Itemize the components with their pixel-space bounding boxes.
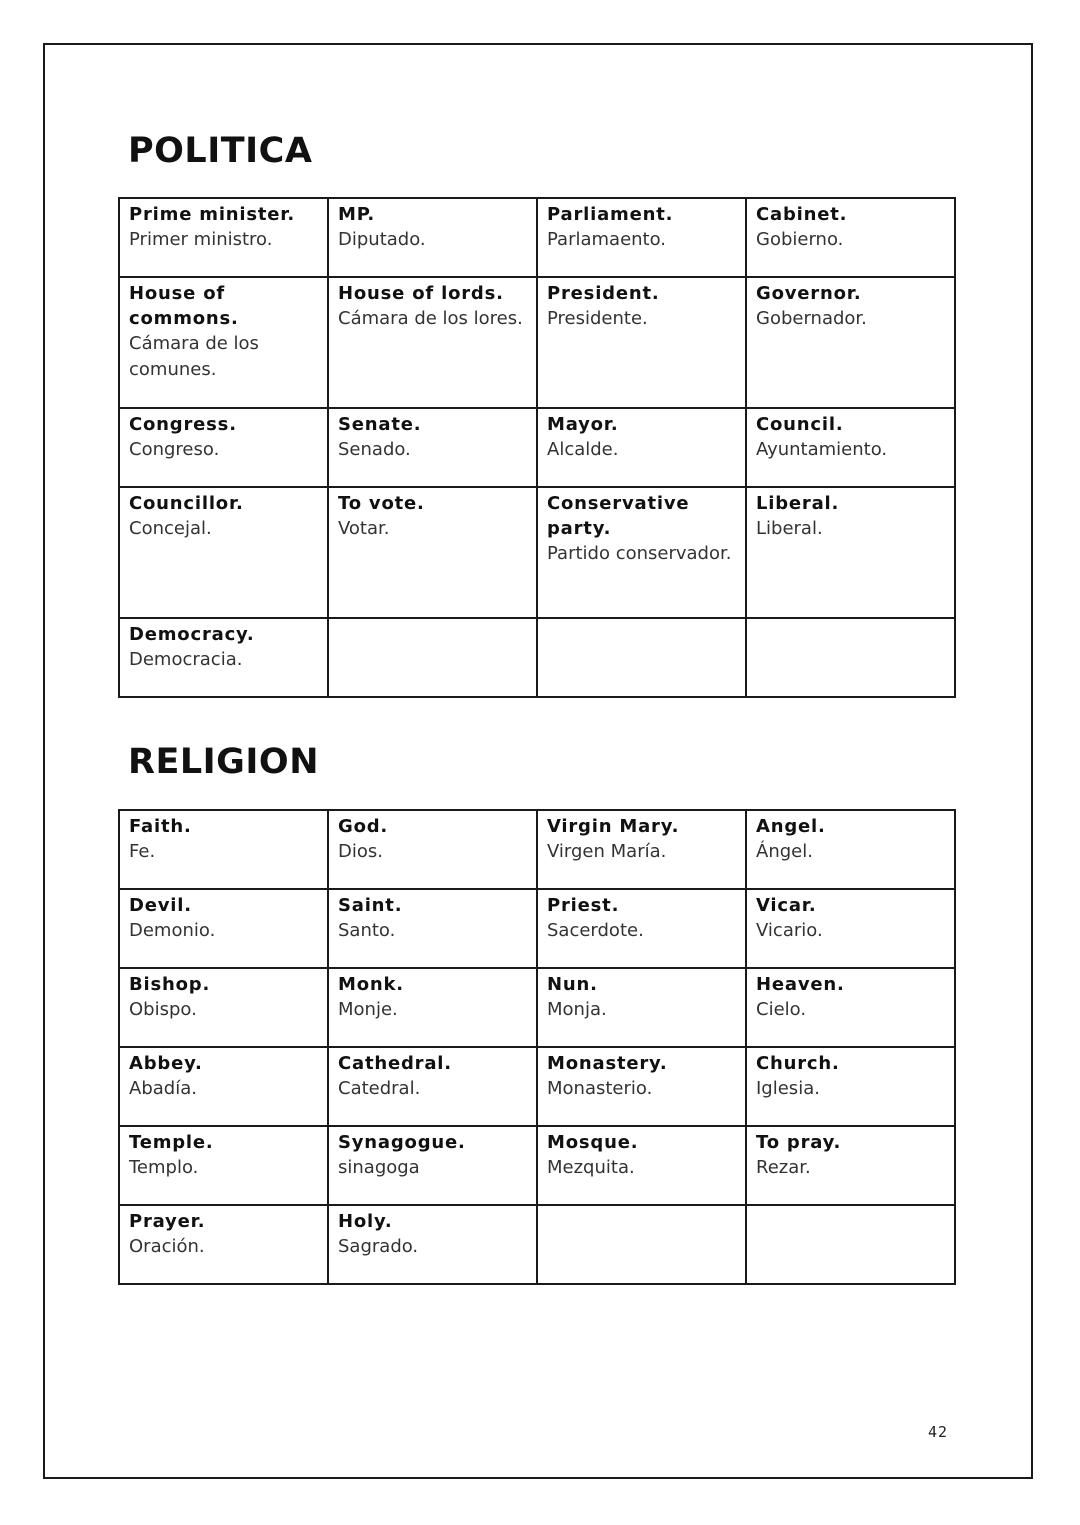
- vocab-translation: Monje.: [338, 999, 398, 1020]
- vocab-term: Faith.: [129, 816, 192, 837]
- vocab-cell: [537, 198, 746, 277]
- vocab-translation: Demonio.: [129, 920, 216, 941]
- vocab-cell: [119, 1126, 328, 1205]
- vocab-term: Saint.: [338, 895, 403, 916]
- vocab-term: Conservative party.: [547, 493, 690, 539]
- table-row: [119, 1047, 955, 1126]
- vocab-term: House of lords.: [338, 283, 504, 304]
- vocab-cell: [119, 487, 328, 618]
- vocab-translation: Votar.: [338, 518, 390, 539]
- vocab-cell: [746, 968, 955, 1047]
- vocab-cell-empty: [537, 618, 746, 697]
- vocab-cell: [119, 277, 328, 408]
- table-row: [119, 277, 955, 408]
- vocab-translation: Ángel.: [756, 841, 813, 862]
- vocab-cell: [119, 1205, 328, 1284]
- vocab-translation: Vicario.: [756, 920, 823, 941]
- vocab-translation: Templo.: [129, 1157, 199, 1178]
- vocab-term: House of commons.: [129, 283, 239, 329]
- vocab-cell: [119, 968, 328, 1047]
- vocab-cell: [746, 889, 955, 968]
- vocab-cell: [328, 810, 537, 889]
- vocab-cell: [537, 1126, 746, 1205]
- vocab-translation: Sacerdote.: [547, 920, 644, 941]
- vocab-translation: sinagoga: [338, 1157, 420, 1178]
- vocab-translation: Fe.: [129, 841, 156, 862]
- vocab-cell: [537, 889, 746, 968]
- vocab-cell: [746, 408, 955, 487]
- vocab-cell: [537, 277, 746, 408]
- section-title-politica: POLITICA: [128, 131, 313, 171]
- vocab-term: Governor.: [756, 283, 862, 304]
- vocab-cell: [537, 408, 746, 487]
- table-row: [119, 968, 955, 1047]
- vocab-cell-empty: [537, 1205, 746, 1284]
- vocab-cell: [328, 198, 537, 277]
- vocab-term: Council.: [756, 414, 844, 435]
- vocab-term: Parliament.: [547, 204, 674, 225]
- vocab-cell: [328, 408, 537, 487]
- vocab-term: Senate.: [338, 414, 422, 435]
- vocab-cell: [746, 1126, 955, 1205]
- vocab-cell: [119, 618, 328, 697]
- vocab-cell: [328, 487, 537, 618]
- vocab-translation: Gobierno.: [756, 229, 844, 250]
- vocab-cell: [537, 810, 746, 889]
- vocab-cell: [328, 1205, 537, 1284]
- vocab-cell: [328, 889, 537, 968]
- vocab-cell-empty: [746, 1205, 955, 1284]
- vocab-translation: Monasterio.: [547, 1078, 653, 1099]
- vocab-term: To pray.: [756, 1132, 842, 1153]
- vocab-translation: Cámara de los comunes.: [129, 333, 259, 380]
- table-row: [119, 889, 955, 968]
- vocab-cell: [119, 198, 328, 277]
- vocab-translation: Monja.: [547, 999, 607, 1020]
- vocab-table-religion: [118, 809, 956, 1285]
- vocab-cell: [537, 968, 746, 1047]
- vocab-cell: [537, 1047, 746, 1126]
- vocab-term: Devil.: [129, 895, 192, 916]
- vocab-cell: [119, 889, 328, 968]
- vocab-translation: Sagrado.: [338, 1236, 419, 1257]
- vocab-translation: Cielo.: [756, 999, 807, 1020]
- vocab-cell: [746, 1047, 955, 1126]
- vocab-table-politica: [118, 197, 956, 698]
- vocab-term: Nun.: [547, 974, 598, 995]
- table-row: [119, 487, 955, 618]
- vocab-translation: Parlamaento.: [547, 229, 667, 250]
- vocab-translation: Diputado.: [338, 229, 426, 250]
- vocab-term: Virgin Mary.: [547, 816, 680, 837]
- vocab-term: Vicar.: [756, 895, 817, 916]
- vocab-translation: Democracia.: [129, 649, 243, 670]
- vocab-translation: Presidente.: [547, 308, 648, 329]
- vocab-term: Monk.: [338, 974, 404, 995]
- vocab-translation: Alcalde.: [547, 439, 619, 460]
- vocab-translation: Catedral.: [338, 1078, 421, 1099]
- vocab-cell: [328, 1126, 537, 1205]
- vocab-term: God.: [338, 816, 389, 837]
- vocab-translation: Congreso.: [129, 439, 220, 460]
- vocab-term: Synagogue.: [338, 1132, 466, 1153]
- table-row: [119, 618, 955, 697]
- vocab-translation: Santo.: [338, 920, 396, 941]
- table-row: [119, 408, 955, 487]
- vocab-cell: [746, 277, 955, 408]
- page-number: 42: [928, 1423, 949, 1441]
- vocab-term: Congress.: [129, 414, 237, 435]
- vocab-term: Angel.: [756, 816, 826, 837]
- vocab-translation: Gobernador.: [756, 308, 867, 329]
- vocab-term: Heaven.: [756, 974, 845, 995]
- vocab-translation: Obispo.: [129, 999, 197, 1020]
- vocab-term: Priest.: [547, 895, 620, 916]
- vocab-cell-empty: [746, 618, 955, 697]
- vocab-translation: Dios.: [338, 841, 383, 862]
- vocab-cell: [119, 810, 328, 889]
- vocab-cell: [328, 277, 537, 408]
- vocab-cell: [119, 408, 328, 487]
- vocab-term: Holy.: [338, 1211, 393, 1232]
- vocab-cell: [328, 1047, 537, 1126]
- vocab-cell: [537, 487, 746, 618]
- vocab-translation: Iglesia.: [756, 1078, 820, 1099]
- vocab-translation: Primer ministro.: [129, 229, 273, 250]
- table-row: [119, 1205, 955, 1284]
- vocab-cell-empty: [328, 618, 537, 697]
- vocab-term: Cathedral.: [338, 1053, 452, 1074]
- vocab-translation: Virgen María.: [547, 841, 667, 862]
- vocab-cell: [119, 1047, 328, 1126]
- vocab-translation: Partido conservador.: [547, 543, 732, 564]
- table-row: [119, 198, 955, 277]
- vocab-term: Church.: [756, 1053, 840, 1074]
- vocab-translation: Rezar.: [756, 1157, 811, 1178]
- vocab-translation: Mezquita.: [547, 1157, 635, 1178]
- vocab-translation: Ayuntamiento.: [756, 439, 888, 460]
- vocab-translation: Senado.: [338, 439, 411, 460]
- table-row: [119, 1126, 955, 1205]
- vocab-term: Mayor.: [547, 414, 619, 435]
- vocab-term: Prayer.: [129, 1211, 206, 1232]
- vocab-cell: [746, 487, 955, 618]
- vocab-term: Cabinet.: [756, 204, 848, 225]
- vocab-term: Democracy.: [129, 624, 255, 645]
- table-row: [119, 810, 955, 889]
- vocab-term: President.: [547, 283, 660, 304]
- vocab-cell: [746, 198, 955, 277]
- vocab-term: Bishop.: [129, 974, 211, 995]
- vocab-term: Monastery.: [547, 1053, 668, 1074]
- vocab-translation: Cámara de los lores.: [338, 308, 523, 329]
- section-title-religion: RELIGION: [128, 742, 319, 782]
- vocab-cell: [746, 810, 955, 889]
- vocab-term: To vote.: [338, 493, 425, 514]
- vocab-term: Prime minister.: [129, 204, 296, 225]
- vocab-translation: Concejal.: [129, 518, 212, 539]
- vocab-translation: Oración.: [129, 1236, 205, 1257]
- vocab-term: Temple.: [129, 1132, 214, 1153]
- vocab-term: Abbey.: [129, 1053, 203, 1074]
- vocab-translation: Liberal.: [756, 518, 823, 539]
- vocab-term: Mosque.: [547, 1132, 639, 1153]
- vocab-term: Councillor.: [129, 493, 244, 514]
- vocab-cell: [328, 968, 537, 1047]
- vocab-translation: Abadía.: [129, 1078, 197, 1099]
- vocab-term: MP.: [338, 204, 376, 225]
- vocab-term: Liberal.: [756, 493, 840, 514]
